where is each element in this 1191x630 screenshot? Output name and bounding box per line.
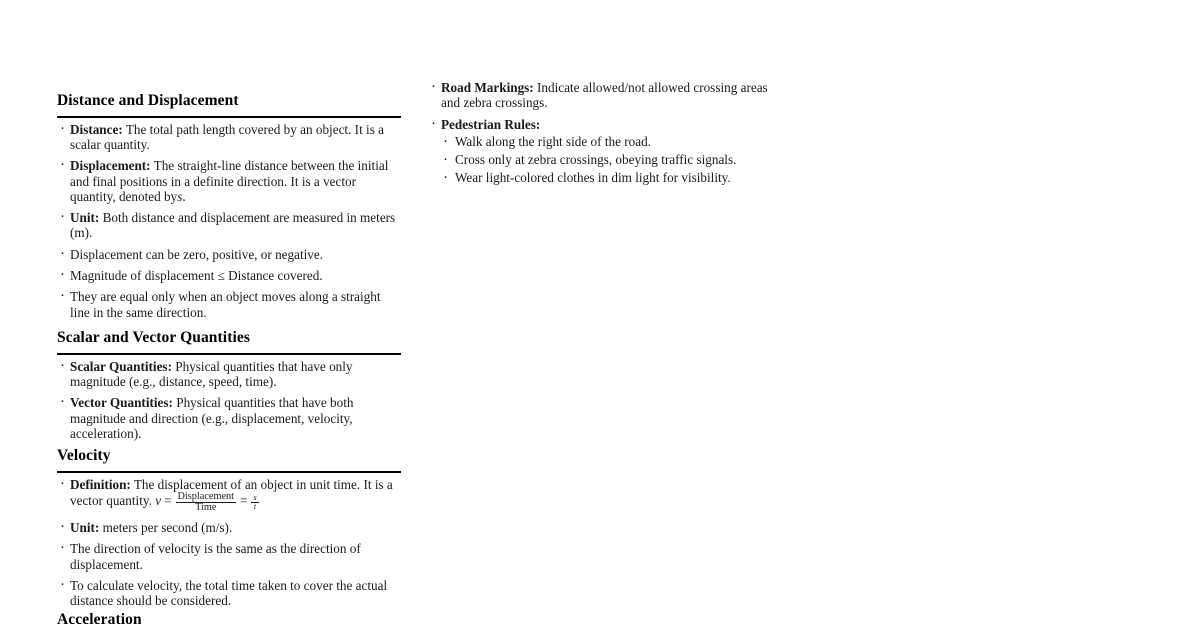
bullet-list	[428, 80, 768, 185]
list-item-text: They are equal only when an object moves along a straight line in the same direction.	[70, 289, 381, 320]
section-divider	[57, 471, 401, 473]
list-item-lead: Unit:	[70, 210, 100, 226]
list-item-punct: .	[182, 188, 186, 204]
list-item-lead: Distance:	[70, 121, 123, 137]
nested-list-item: · Walk along the right side of the road.	[441, 134, 768, 150]
fraction-numerator: Displacement	[177, 490, 235, 502]
list-item	[57, 122, 401, 153]
section-acceleration	[57, 611, 142, 630]
list-item	[57, 210, 401, 241]
formula-equals-2: =	[240, 493, 248, 509]
section-heading: Acceleration	[57, 611, 142, 628]
list-item-text: To calculate velocity, the total time taken to cover the actual distance should be considered.	[70, 577, 388, 609]
list-item-lead: Road Markings:	[441, 80, 534, 95]
list-item	[57, 268, 401, 283]
list-item	[57, 395, 401, 441]
right-column-content	[428, 80, 768, 187]
list-item	[57, 541, 401, 572]
list-item-lead: Scalar Quantities:	[70, 358, 172, 374]
section-divider	[57, 353, 401, 355]
list-item	[57, 477, 401, 514]
section-heading: Scalar and Vector Quantities	[57, 329, 250, 346]
formula-variable: v	[155, 493, 162, 509]
section-heading: Distance and Displacement	[57, 92, 239, 109]
list-item	[57, 520, 401, 535]
section-scalar-and-vector-quantities	[57, 329, 401, 441]
list-item-lead: Vector Quantities:	[70, 395, 173, 411]
list-item-text: meters per second (m/s).	[102, 519, 233, 535]
list-item-text: Physical quantities that have only magnitude (e.g., distance, speed, time).	[70, 358, 353, 389]
formula-equals: =	[164, 493, 172, 509]
list-item-text: The direction of velocity is the same as the direction of displacement.	[70, 541, 361, 572]
section-divider	[57, 116, 401, 118]
list-item-lead: Definition:	[70, 476, 131, 492]
fraction-numerator: s	[253, 492, 257, 502]
list-item-text: The straight-line distance between the initial and final positions in a definite direction. It is a vector quantity, denoted by	[70, 158, 389, 204]
fraction-denominator: Time	[195, 502, 217, 514]
nested-list-item: · Wear light-colored clothes in dim light for visibility.	[441, 170, 768, 186]
nested-bullet-list	[441, 134, 768, 186]
list-item-text: Both distance and displacement are measured in meters (m).	[70, 210, 396, 241]
list-item-text: Magnitude of displacement ≤ Distance covered.	[70, 268, 323, 284]
list-item	[57, 158, 401, 204]
list-item-text: The displacement of an object in unit time. It is a vector quantity.	[70, 476, 393, 509]
section-heading: Velocity	[57, 447, 111, 464]
list-item-lead: Pedestrian Rules:	[441, 116, 541, 132]
list-item-text: Displacement can be zero, positive, or negative.	[70, 246, 324, 262]
list-item	[428, 80, 768, 111]
nested-list-item: · Cross only at zebra crossings, obeying traffic signals.	[441, 152, 768, 168]
list-item-text: The total path length covered by an object. It is a scalar quantity.	[70, 121, 384, 152]
list-item	[57, 359, 401, 390]
list-item-lead: Displacement:	[70, 158, 151, 174]
velocity-formula	[155, 490, 259, 514]
section-distance-and-displacement	[57, 92, 401, 320]
formula-fraction-s-over-t	[251, 494, 258, 512]
list-item	[57, 578, 401, 609]
bullet-list	[57, 359, 401, 442]
list-item	[428, 117, 768, 186]
list-item	[57, 247, 401, 262]
list-item-text: Physical quantities that have both magnitude and direction (e.g., displacement, velocity, acceleration).	[70, 395, 354, 441]
bullet-list	[57, 477, 401, 609]
list-item-text: Indicate allowed/not allowed crossing areas and zebra crossings.	[441, 80, 768, 111]
math-symbol-s: s	[177, 188, 183, 204]
bullet-list	[57, 122, 401, 320]
section-velocity	[57, 447, 401, 608]
formula-fraction-displacement-over-time	[176, 492, 237, 514]
list-item-lead: Unit:	[70, 519, 100, 535]
fraction-denominator: t	[253, 502, 257, 512]
list-item	[57, 289, 401, 320]
